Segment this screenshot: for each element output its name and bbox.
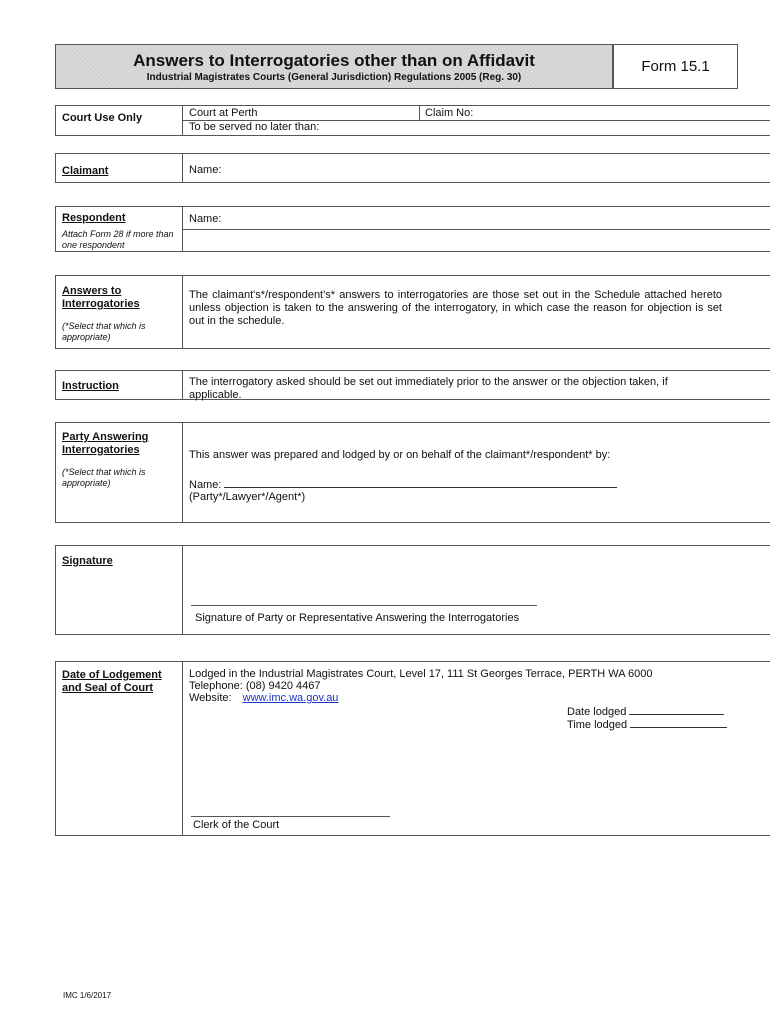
signature-caption: Signature of Party or Representative Answering the Interrogatories — [195, 612, 520, 624]
claimant-section — [55, 153, 770, 183]
respondent-label: Respondent — [62, 212, 126, 224]
party-text: This answer was prepared and lodged by or on behalf of the claimant*/respondent* by: — [189, 449, 611, 461]
claimant-label: Claimant — [62, 165, 109, 177]
claimant-name-field[interactable]: Name: — [189, 164, 222, 176]
party-label: Party Answering Interrogatories — [62, 431, 149, 456]
served-by-field[interactable]: To be served no later than: — [189, 121, 320, 133]
party-name-line — [189, 478, 617, 492]
respondent-note: Attach Form 28 if more than one respondent — [62, 229, 174, 250]
time-lodged-label: Time lodged — [567, 719, 628, 731]
form-title: Answers to Interrogatories other than on Affidavit — [133, 51, 535, 70]
answers-label: Answers to Interrogatories — [62, 285, 140, 310]
party-note: (*Select that which is appropriate) — [62, 467, 146, 488]
court-use-section — [55, 105, 770, 136]
signature-label: Signature — [62, 555, 113, 567]
claim-number-field[interactable]: Claim No: — [425, 107, 474, 119]
website-link[interactable]: www.imc.wa.gov.au — [242, 692, 339, 704]
website-label: Website: — [189, 692, 232, 704]
clerk-signature-line[interactable] — [191, 816, 390, 817]
date-lodged-line — [567, 706, 724, 719]
form-number: Form 15.1 — [613, 44, 738, 89]
respondent-name-field[interactable]: Name: — [189, 213, 222, 225]
form-code: IMC 1/6/2017 — [63, 991, 112, 1000]
answers-text: The claimant's*/respondent's* answers to interrogatories are those set out in the Schedule attached hereto unless objection is taken to the answering of the interrogatory, in which case the reason for objection is set out in the schedule. — [189, 289, 722, 327]
party-name-field[interactable] — [224, 478, 617, 488]
clerk-caption: Clerk of the Court — [193, 819, 280, 831]
court-address: Lodged in the Industrial Magistrates Court, Level 17, 111 St Georges Terrace, PERTH WA 6000 — [189, 668, 653, 680]
party-name-label: Name: — [189, 479, 222, 491]
answers-note: (*Select that which is appropriate) — [62, 321, 146, 342]
form-header — [55, 44, 613, 89]
court-website-line — [189, 692, 338, 705]
date-lodged-label: Date lodged — [567, 706, 627, 718]
court-telephone: Telephone: (08) 9420 4467 — [189, 680, 321, 692]
instruction-label: Instruction — [62, 380, 119, 392]
instruction-text: The interrogatory asked should be set out immediately prior to the answer or the objection taken, if applicable. — [189, 376, 668, 401]
time-lodged-field[interactable] — [630, 719, 727, 728]
lodgement-label: Date of Lodgement and Seal of Court — [62, 669, 162, 694]
signature-line[interactable] — [191, 605, 537, 606]
court-location: Court at Perth — [189, 107, 258, 119]
party-role: (Party*/Lawyer*/Agent*) — [189, 491, 306, 503]
time-lodged-line — [567, 719, 727, 732]
date-lodged-field[interactable] — [629, 706, 724, 715]
form-subtitle: Industrial Magistrates Courts (General Jurisdiction) Regulations 2005 (Reg. 30) — [146, 72, 522, 83]
court-use-label: Court Use Only — [62, 112, 143, 124]
